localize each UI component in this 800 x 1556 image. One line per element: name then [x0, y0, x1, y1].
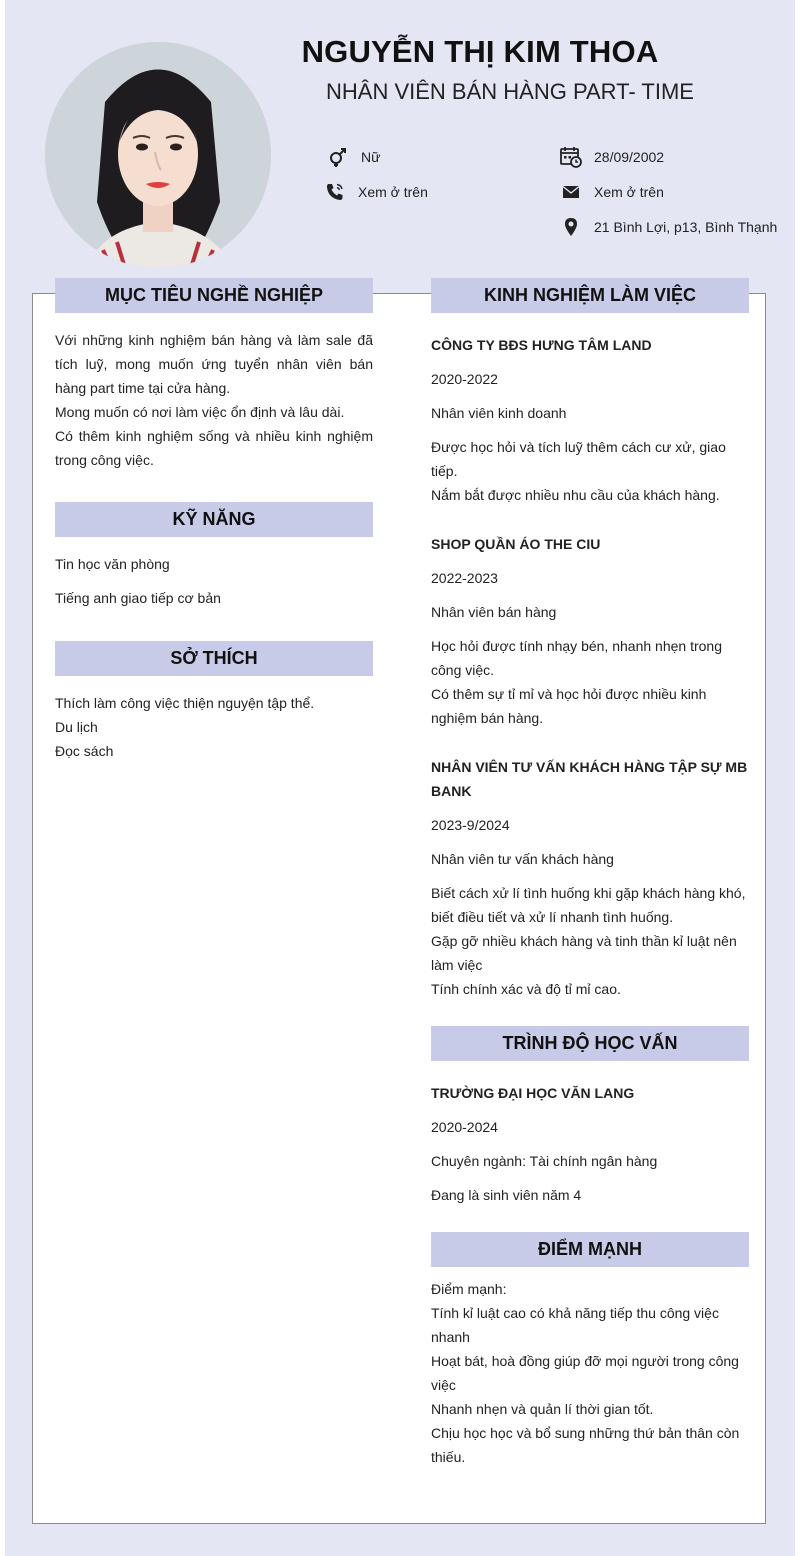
email-icon — [560, 181, 582, 203]
job-desc-line: Có thêm sự tỉ mỉ và học hỏi được nhiều kinh nghiệm bán hàng. — [431, 686, 707, 726]
contact-phone — [324, 181, 428, 203]
phone-value: Xem ở trên — [358, 184, 428, 200]
job-desc-line: Tính chính xác và độ tỉ mỉ cao. — [431, 981, 621, 997]
objective-line: Mong muốn có nơi làm việc ổn định và lâu dài. — [55, 404, 345, 420]
job-period: 2020-2022 — [431, 371, 498, 387]
email-value: Xem ở trên — [594, 184, 664, 200]
job-desc-line: Gặp gỡ nhiều khách hàng và tinh thần kỉ luật nên làm việc — [431, 933, 737, 973]
gender-icon — [327, 146, 349, 168]
job-company: SHOP QUẦN ÁO THE CIU — [431, 536, 601, 552]
strength-line: Điểm mạnh: — [431, 1281, 507, 1297]
contact-address — [560, 216, 777, 238]
address-value: 21 Bình Lợi, p13, Bình Thạnh — [594, 219, 778, 235]
job-description — [431, 435, 731, 507]
job-role: Nhân viên kinh doanh — [431, 405, 567, 421]
hobby-item: Đọc sách — [55, 743, 114, 759]
avatar — [45, 42, 271, 268]
job-company: NHÂN VIÊN TƯ VẤN KHÁCH HÀNG TẬP SỰ MB BANK — [431, 759, 748, 799]
education-period: 2020-2024 — [431, 1119, 498, 1135]
portrait-photo — [45, 42, 271, 268]
location-icon — [560, 216, 582, 238]
objective-heading: MỤC TIÊU NGHỀ NGHIỆP — [55, 278, 373, 313]
job-desc-line: Được học hỏi và tích luỹ thêm cách cư xử, giao tiếp. — [431, 439, 726, 479]
education-heading: TRÌNH ĐỘ HỌC VẤN — [431, 1026, 749, 1061]
skill-item: Tiếng anh giao tiếp cơ bản — [55, 590, 221, 606]
skills-heading: KỸ NĂNG — [55, 502, 373, 537]
school-name: TRƯỜNG ĐẠI HỌC VĂN LANG — [431, 1085, 635, 1101]
hobby-item: Thích làm công việc thiện nguyện tập thể. — [55, 695, 315, 711]
job-desc-line: Nắm bắt được nhiều nhu cầu của khách hàng. — [431, 487, 720, 503]
contact-dob — [560, 146, 664, 168]
dob-value: 28/09/2002 — [594, 149, 665, 165]
job-desc-line: Học hỏi được tính nhạy bén, nhanh nhẹn trong công việc. — [431, 638, 722, 678]
job-description — [431, 881, 749, 1001]
hobbies-heading: SỞ THÍCH — [55, 641, 373, 676]
strength-line: Hoạt bát, hoà đồng giúp đỡ mọi người trong công việc — [431, 1353, 739, 1393]
gender-value: Nữ — [361, 149, 381, 165]
objective-text — [55, 328, 373, 472]
strength-line: Nhanh nhẹn và quản lí thời gian tốt. — [431, 1401, 654, 1417]
job-role: Nhân viên tư vấn khách hàng — [431, 851, 614, 867]
objective-line: Có thêm kinh nghiệm sống và nhiều kinh nghiệm trong công việc. — [55, 428, 373, 468]
desired-position: NHÂN VIÊN BÁN HÀNG PART- TIME — [326, 79, 694, 104]
contact-email — [560, 181, 664, 203]
phone-icon — [324, 181, 346, 203]
hobby-item: Du lịch — [55, 719, 98, 735]
strength-line: Chịu học học và bổ sung những thứ bản thân còn thiếu. — [431, 1425, 740, 1465]
job-period: 2022-2023 — [431, 570, 498, 586]
strengths-heading: ĐIỂM MẠNH — [431, 1232, 749, 1267]
education-major: Chuyên ngành: Tài chính ngân hàng — [431, 1153, 658, 1169]
job-company: CÔNG TY BĐS HƯNG TÂM LAND — [431, 337, 652, 353]
skill-item: Tin học văn phòng — [55, 556, 170, 572]
objective-line: Với những kinh nghiệm bán hàng và làm sale đã tích luỹ, mong muốn ứng tuyển nhân viên bán hàng part time tại cửa hàng. — [55, 332, 373, 396]
strengths-text — [431, 1277, 749, 1469]
job-period: 2023-9/2024 — [431, 817, 510, 833]
job-role: Nhân viên bán hàng — [431, 604, 557, 620]
job-desc-line: Biết cách xử lí tình huống khi gặp khách hàng khó, biết điều tiết và xử lí nhanh tình huống. — [431, 885, 746, 925]
candidate-name: NGUYỄN THỊ KIM THOA — [301, 34, 659, 69]
experience-heading: KINH NGHIỆM LÀM VIỆC — [431, 278, 749, 313]
contact-gender — [327, 146, 380, 168]
hobbies-text — [55, 691, 373, 763]
strength-line: Tính kỉ luật cao có khả năng tiếp thu công việc nhanh — [431, 1305, 719, 1345]
education-status: Đang là sinh viên năm 4 — [431, 1187, 582, 1203]
job-description — [431, 634, 731, 730]
calendar-icon — [560, 146, 582, 168]
